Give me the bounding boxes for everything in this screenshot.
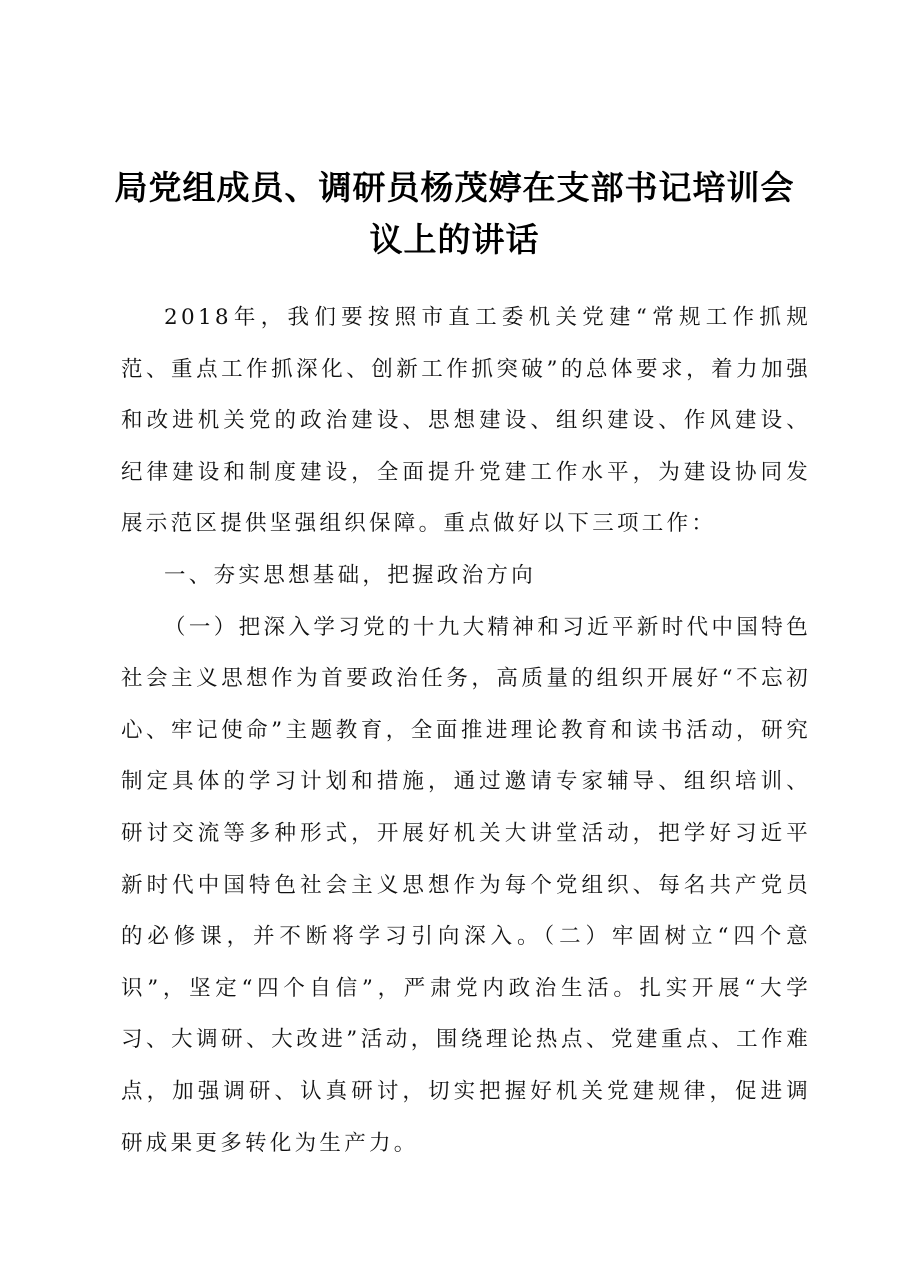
- title-line-2: 议上的讲话: [369, 220, 540, 259]
- title-line-1: 局党组成员、调研员杨茂婷在支部书记培训会: [114, 168, 795, 207]
- section-paragraph: （一）把深入学习党的十九大精神和习近平新时代中国特色社会主义思想作为首要政治任务，高质量的组织开展好“不忘初心、牢记使命”主题教育，全面推进理论教育和读书活动，研究制定具体的学习计划和措施，通过邀请专家辅导、组织培训、研讨交流等多种形式，开展好机关大讲堂活动，把学好习近平新时代中国特色社会主义思想作为每个党组织、每名共产党员的必修课，并不断将学习引向深入。（二）牢固树立“四个意识”，坚定“四个自信”，严肃党内政治生活。扎实开展“大学习、大调研、大改进”活动，围绕理论热点、党建重点、工作难点，加强调研、认真研讨，切实把握好机关党建规律，促进调研成果更多转化为生产力。: [121, 614, 811, 1156]
- section-heading: 一、夯实思想基础，把握政治方向: [164, 562, 537, 588]
- intro-paragraph: 2018年，我们要按照市直工委机关党建“常规工作抓规范、重点工作抓深化、创新工作抓突破”的总体要求，着力加强和改进机关党的政治建设、思想建设、组织建设、作风建设、纪律建设和制度建设，全面提升党建工作水平，为建设协同发展示范区提供坚强组织保障。重点做好以下三项工作：: [121, 305, 811, 537]
- document-title: [110, 162, 799, 266]
- document-body: [121, 292, 811, 1169]
